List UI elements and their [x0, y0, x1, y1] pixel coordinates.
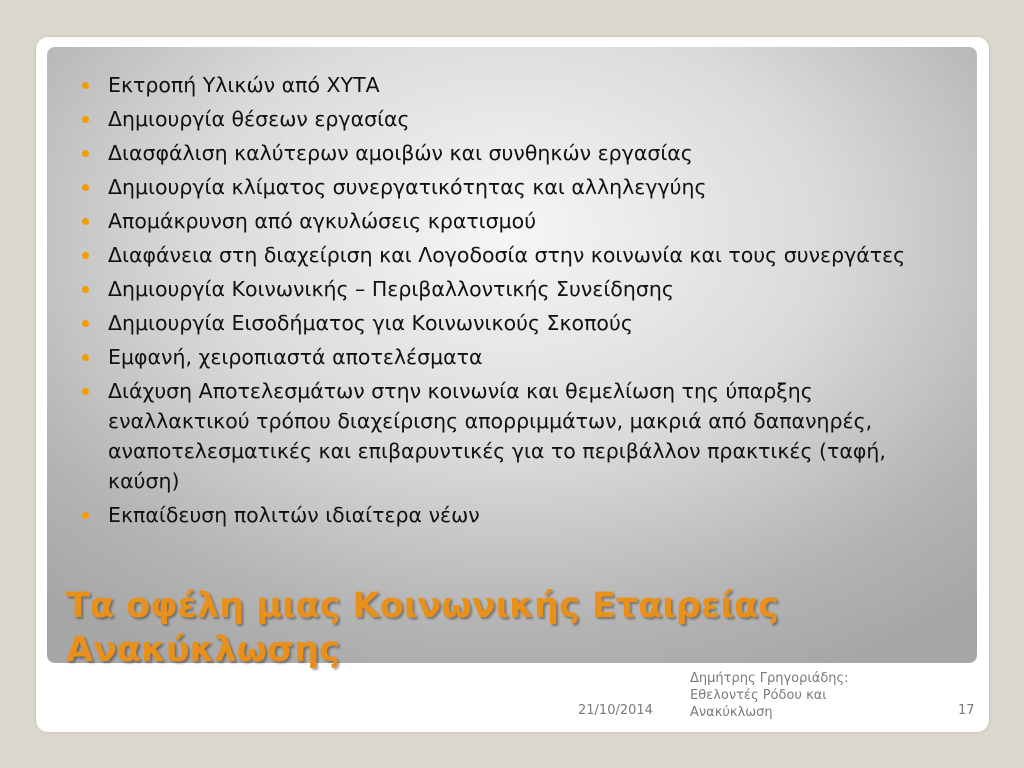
bullet-dot-icon	[82, 218, 89, 225]
bullet-item	[82, 500, 952, 530]
bullet-text: Δημιουργία κλίματος συνεργατικότητας και αλληλεγγύης	[108, 175, 707, 199]
bullet-item	[82, 104, 952, 134]
bullet-dot-icon	[82, 82, 89, 89]
bullet-text: Διασφάλιση καλύτερων αμοιβών και συνθηκών εργασίας	[108, 141, 693, 165]
bullet-dot-icon	[82, 354, 89, 361]
bullet-dot-icon	[82, 184, 89, 191]
bullet-item	[82, 308, 952, 338]
bullet-list	[82, 70, 952, 534]
bullet-text: Δημιουργία θέσεων εργασίας	[108, 107, 410, 131]
page-number: 17	[958, 703, 975, 718]
bullet-item	[82, 240, 952, 270]
bullet-dot-icon	[82, 150, 89, 157]
slide-title: Τα οφέλη μιας Κοινωνικής Εταιρείας Ανακύκλωσης	[66, 586, 779, 670]
bullet-item	[82, 138, 952, 168]
bullet-item	[82, 70, 952, 100]
bullet-text: Δημιουργία Εισοδήματος για Κοινωνικούς Σκοπούς	[108, 311, 633, 335]
bullet-dot-icon	[82, 388, 89, 395]
bullet-text: Διάχυση Αποτελεσμάτων στην κοινωνία και θεμελίωση της ύπαρξης εναλλακτικού τρόπου διαχείρισης απορριμμάτων, μακριά από δαπανηρές, αναποτελεσματικές και επιβαρυντικές για το περιβάλλον πρακτικές (ταφή, καύση)	[108, 379, 886, 493]
bullet-dot-icon	[82, 320, 89, 327]
bullet-dot-icon	[82, 116, 89, 123]
bullet-dot-icon	[82, 252, 89, 259]
bullet-text: Εμφανή, χειροπιαστά αποτελέσματα	[108, 345, 483, 369]
bullet-text: Εκπαίδευση πολιτών ιδιαίτερα νέων	[108, 503, 480, 527]
footer-date: 21/10/2014	[578, 703, 653, 718]
footer-author: Δημήτρης Γρηγοριάδης: Εθελοντές Ρόδου και Ανακύκλωση	[690, 671, 849, 720]
bullet-text: Απομάκρυνση από αγκυλώσεις κρατισμού	[108, 209, 537, 233]
bullet-text: Δημιουργία Κοινωνικής – Περιβαλλοντικής Συνείδησης	[108, 277, 674, 301]
bullet-text: Εκτροπή Υλικών από ΧΥΤΑ	[108, 73, 380, 97]
bullet-item	[82, 342, 952, 372]
bullet-item	[82, 172, 952, 202]
bullet-item	[82, 274, 952, 304]
bullet-dot-icon	[82, 512, 89, 519]
bullet-dot-icon	[82, 286, 89, 293]
bullet-text: Διαφάνεια στη διαχείριση και Λογοδοσία στην κοινωνία και τους συνεργάτες	[108, 243, 906, 267]
bullet-item	[82, 376, 952, 496]
bullet-item	[82, 206, 952, 236]
